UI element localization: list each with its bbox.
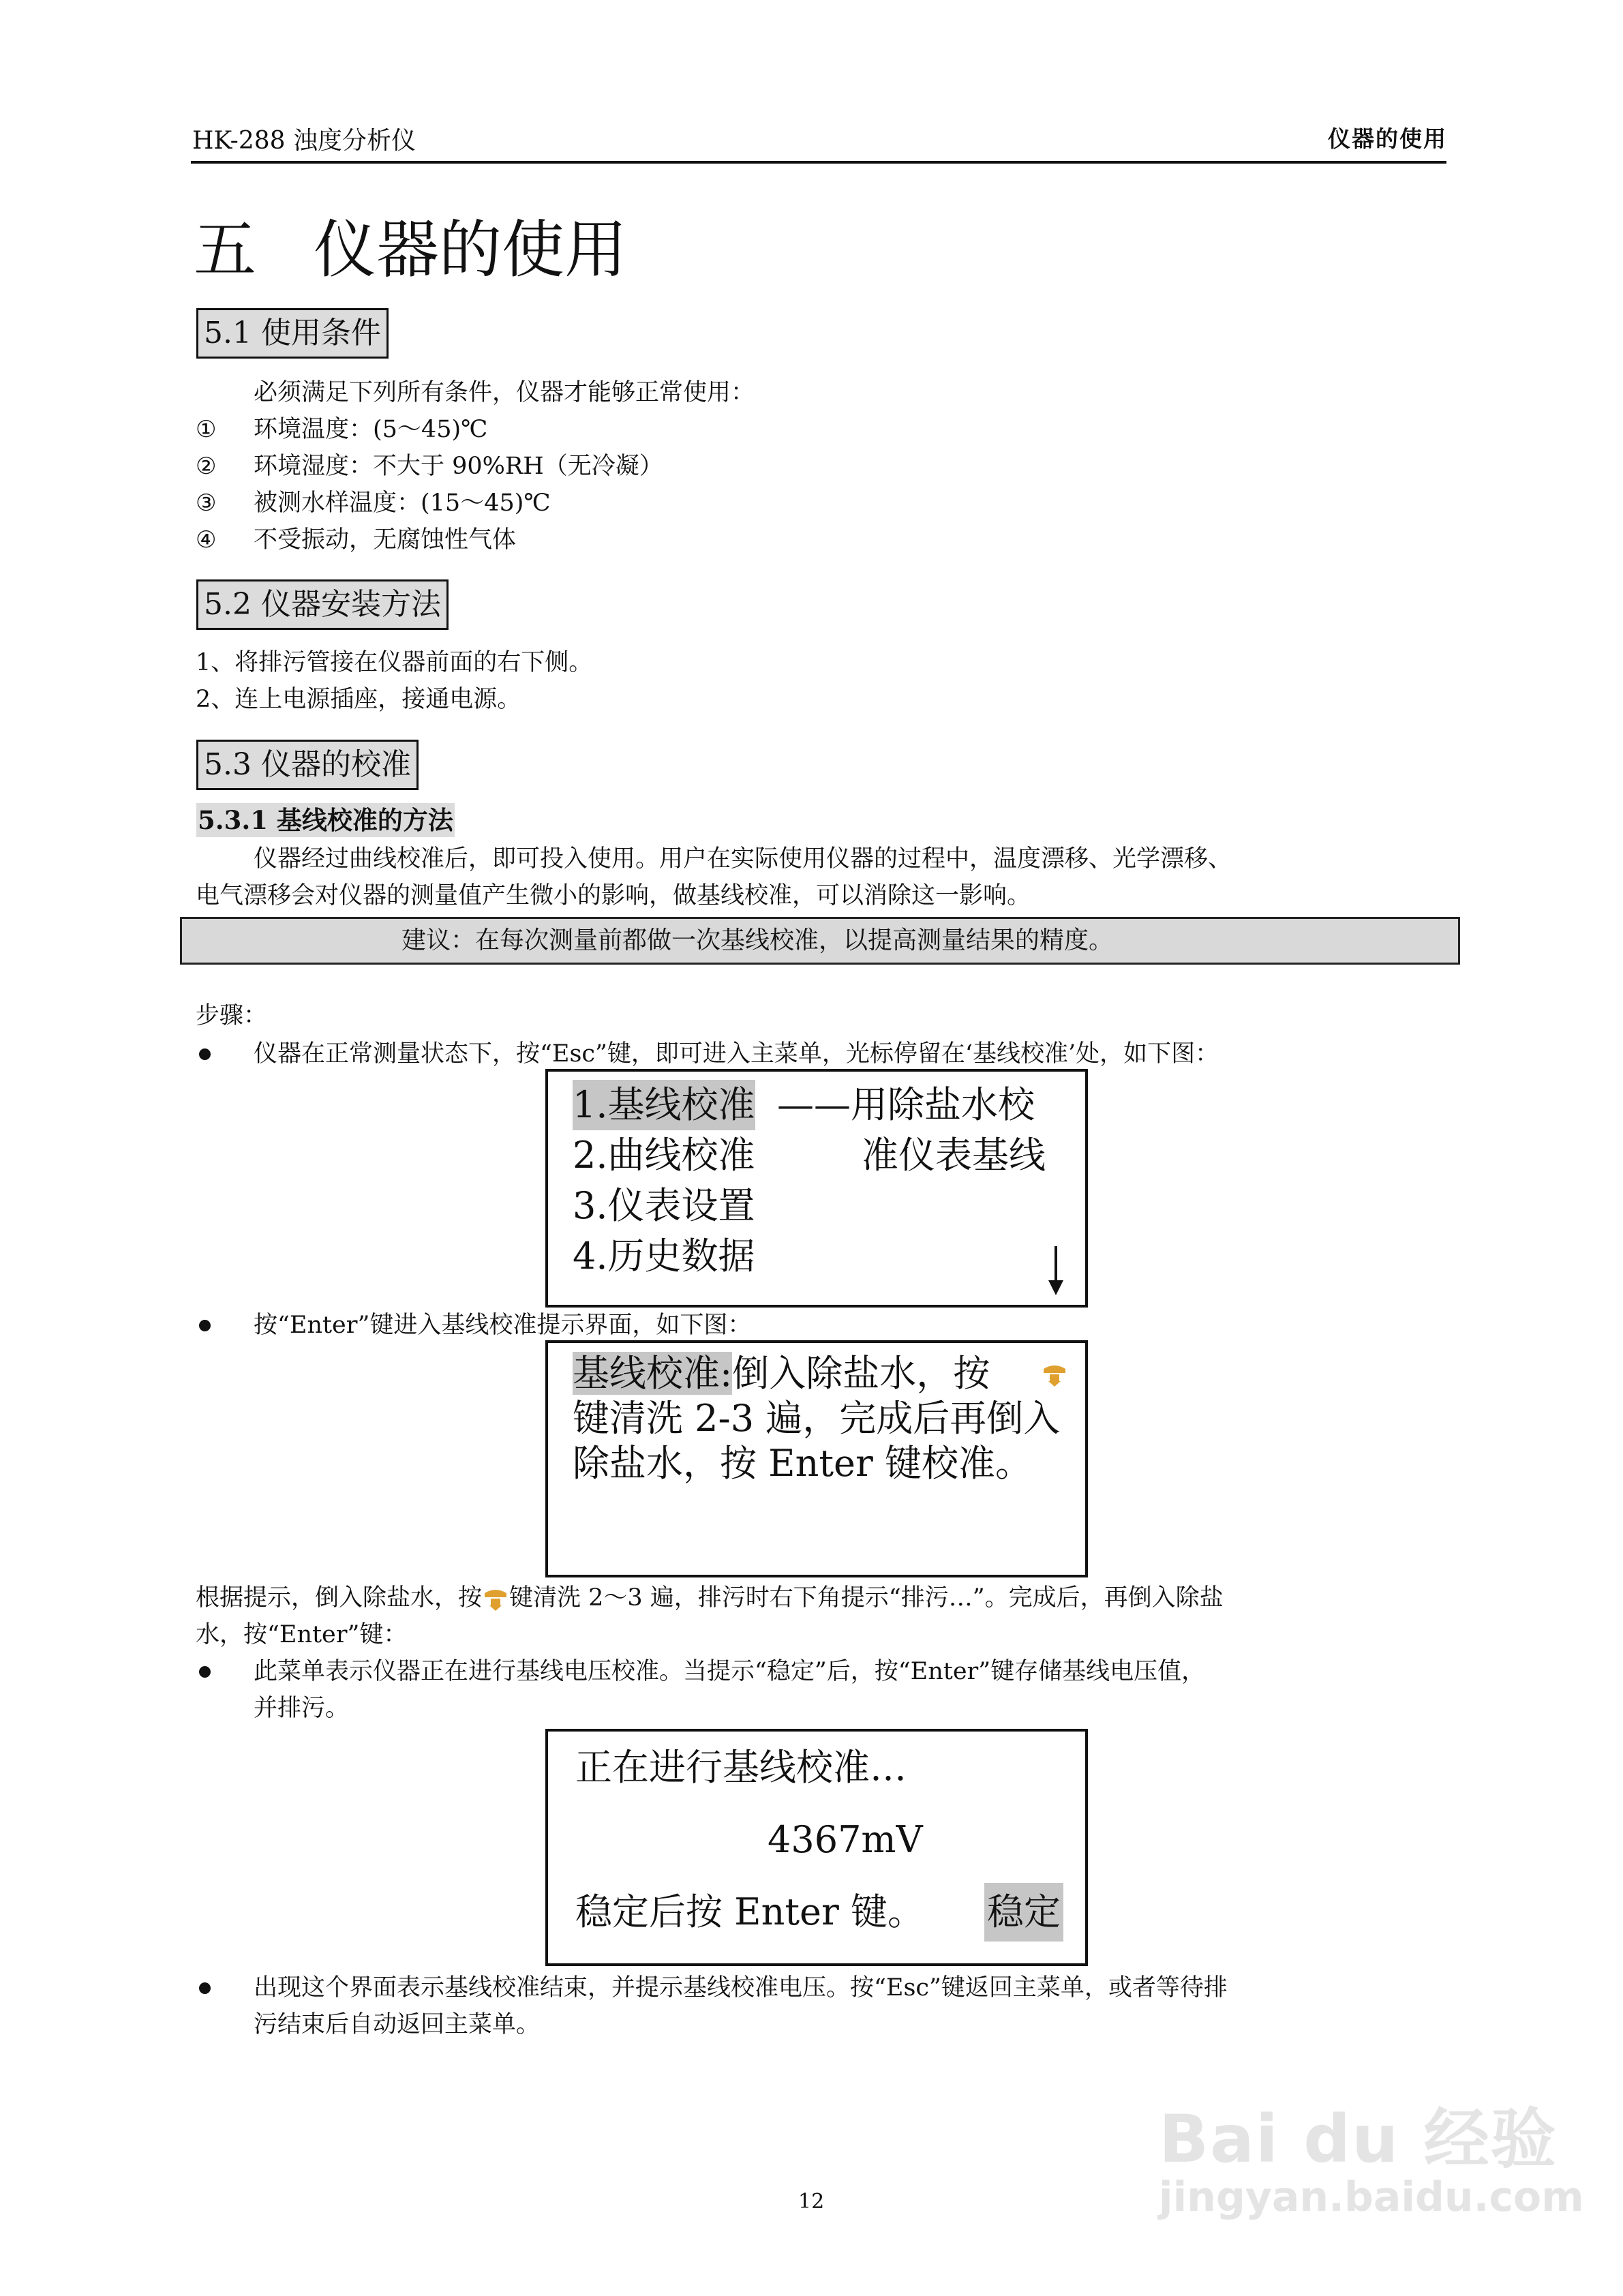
prompt-label: 基线校准:	[573, 1352, 733, 1395]
bullet-2-text: 按“Enter”键进入基线校准提示界面，如下图：	[254, 1312, 752, 1339]
suggestion-box	[180, 917, 1460, 965]
page-number: 12	[798, 2190, 825, 2214]
subsection-heading-5-3-1: 5.3.1 基线校准的方法	[196, 803, 455, 837]
condition-3: 被测水样温度：(15～45)℃	[254, 489, 551, 517]
conditions-intro: 必须满足下列所有条件，仪器才能够正常使用：	[254, 379, 755, 406]
prompt-line-1-text: 倒入除盐水，按	[732, 1352, 990, 1395]
arrow-down-icon	[1046, 1245, 1066, 1297]
install-step-1: 1、将排污管接在仪器前面的右下侧。	[196, 649, 593, 676]
rinse-para-line-2: 水，按“Enter”键：	[196, 1621, 408, 1648]
steps-label: 步骤：	[196, 1002, 268, 1029]
rinse-para-b: 键清洗 2～3 遍，排污时右下角提示“排污…”。完成后，再倒入除盐	[509, 1584, 1224, 1612]
menu-item-settings: 3.仪表设置	[573, 1184, 755, 1227]
menu-item-history: 4.历史数据	[573, 1235, 755, 1278]
calibrating-instruction: 稳定后按 Enter 键。	[575, 1890, 924, 1933]
baseline-voltage-value: 4367mV	[768, 1818, 923, 1861]
bullet-3-dot	[199, 1666, 211, 1678]
condition-mark-1: ①	[196, 416, 217, 443]
bullet-4-dot	[199, 1982, 211, 1994]
bullet-2-dot	[199, 1320, 211, 1331]
header-section: 仪器的使用	[1328, 125, 1447, 152]
menu-item-baseline: 1.基线校准	[573, 1080, 755, 1130]
bullet-4-line-1: 出现这个界面表示基线校准结束，并提示基线校准电压。按“Esc”键返回主菜单，或者等待排	[254, 1974, 1228, 2002]
calibration-para-line-1: 仪器经过曲线校准后，即可投入使用。用户在实际使用仪器的过程中，温度漂移、光学漂移、	[254, 845, 1232, 873]
menu-desc-line-1: ——用除盐水校	[777, 1083, 1035, 1126]
prompt-line-1	[573, 1348, 990, 1399]
watermark-brand: Bai du 经验	[1159, 2101, 1558, 2177]
drain-key-icon	[1042, 1363, 1067, 1387]
section-heading-5-1: 5.1 使用条件	[196, 308, 389, 359]
suggestion-text: 建议：在每次测量前都做一次基线校准，以提高测量结果的精度。	[401, 922, 1113, 960]
status-badge: 稳定	[984, 1883, 1063, 1942]
condition-mark-3: ③	[196, 489, 217, 517]
chapter-title	[194, 213, 627, 288]
lcd-baseline-prompt	[545, 1340, 1088, 1577]
menu-item-curve: 2.曲线校准	[573, 1134, 755, 1177]
header-rule	[191, 161, 1446, 164]
watermark-url: jingyan.baidu.com	[1159, 2173, 1584, 2221]
rinse-para-a: 根据提示，倒入除盐水，按	[196, 1584, 483, 1612]
condition-mark-4: ④	[196, 526, 217, 554]
menu-desc-line-2: 准仪表基线	[862, 1134, 1046, 1177]
condition-4: 不受振动，无腐蚀性气体	[254, 526, 517, 554]
prompt-line-2: 键清洗 2-3 遍，完成后再倒入	[573, 1397, 1061, 1440]
condition-mark-2: ②	[196, 453, 217, 480]
header-title: HK-288 浊度分析仪	[192, 127, 416, 155]
lcd-calibrating	[545, 1729, 1088, 1966]
condition-1: 环境温度：(5～45)℃	[254, 416, 488, 443]
calibrating-title: 正在进行基线校准…	[575, 1746, 907, 1789]
calibration-para-line-2: 电气漂移会对仪器的测量值产生微小的影响，做基线校准，可以消除这一影响。	[196, 882, 1031, 909]
chapter-number: 五	[194, 213, 257, 286]
condition-2: 环境湿度：不大于 90%RH（无冷凝）	[254, 453, 663, 480]
bullet-1-dot	[199, 1048, 211, 1060]
prompt-line-3: 除盐水，按 Enter 键校准。	[573, 1442, 1032, 1485]
install-step-2: 2、连上电源插座，接通电源。	[196, 686, 521, 713]
bullet-3-line-1: 此菜单表示仪器正在进行基线电压校准。当提示“稳定”后，按“Enter”键存储基线电压值，	[254, 1658, 1206, 1685]
drain-key-icon	[482, 1588, 509, 1611]
bullet-1-text: 仪器在正常测量状态下，按“Esc”键，即可进入主菜单，光标停留在‘基线校准’处，如下图：	[254, 1040, 1219, 1068]
lcd-main-menu	[545, 1069, 1088, 1308]
chapter-name: 仪器的使用	[314, 213, 628, 286]
rinse-para-line-1	[196, 1579, 1224, 1617]
section-heading-5-2: 5.2 仪器安装方法	[196, 579, 449, 630]
section-heading-5-3: 5.3 仪器的校准	[196, 740, 419, 790]
bullet-3-line-2: 并排污。	[254, 1695, 350, 1722]
bullet-4-line-2: 污结束后自动返回主菜单。	[254, 2011, 541, 2038]
